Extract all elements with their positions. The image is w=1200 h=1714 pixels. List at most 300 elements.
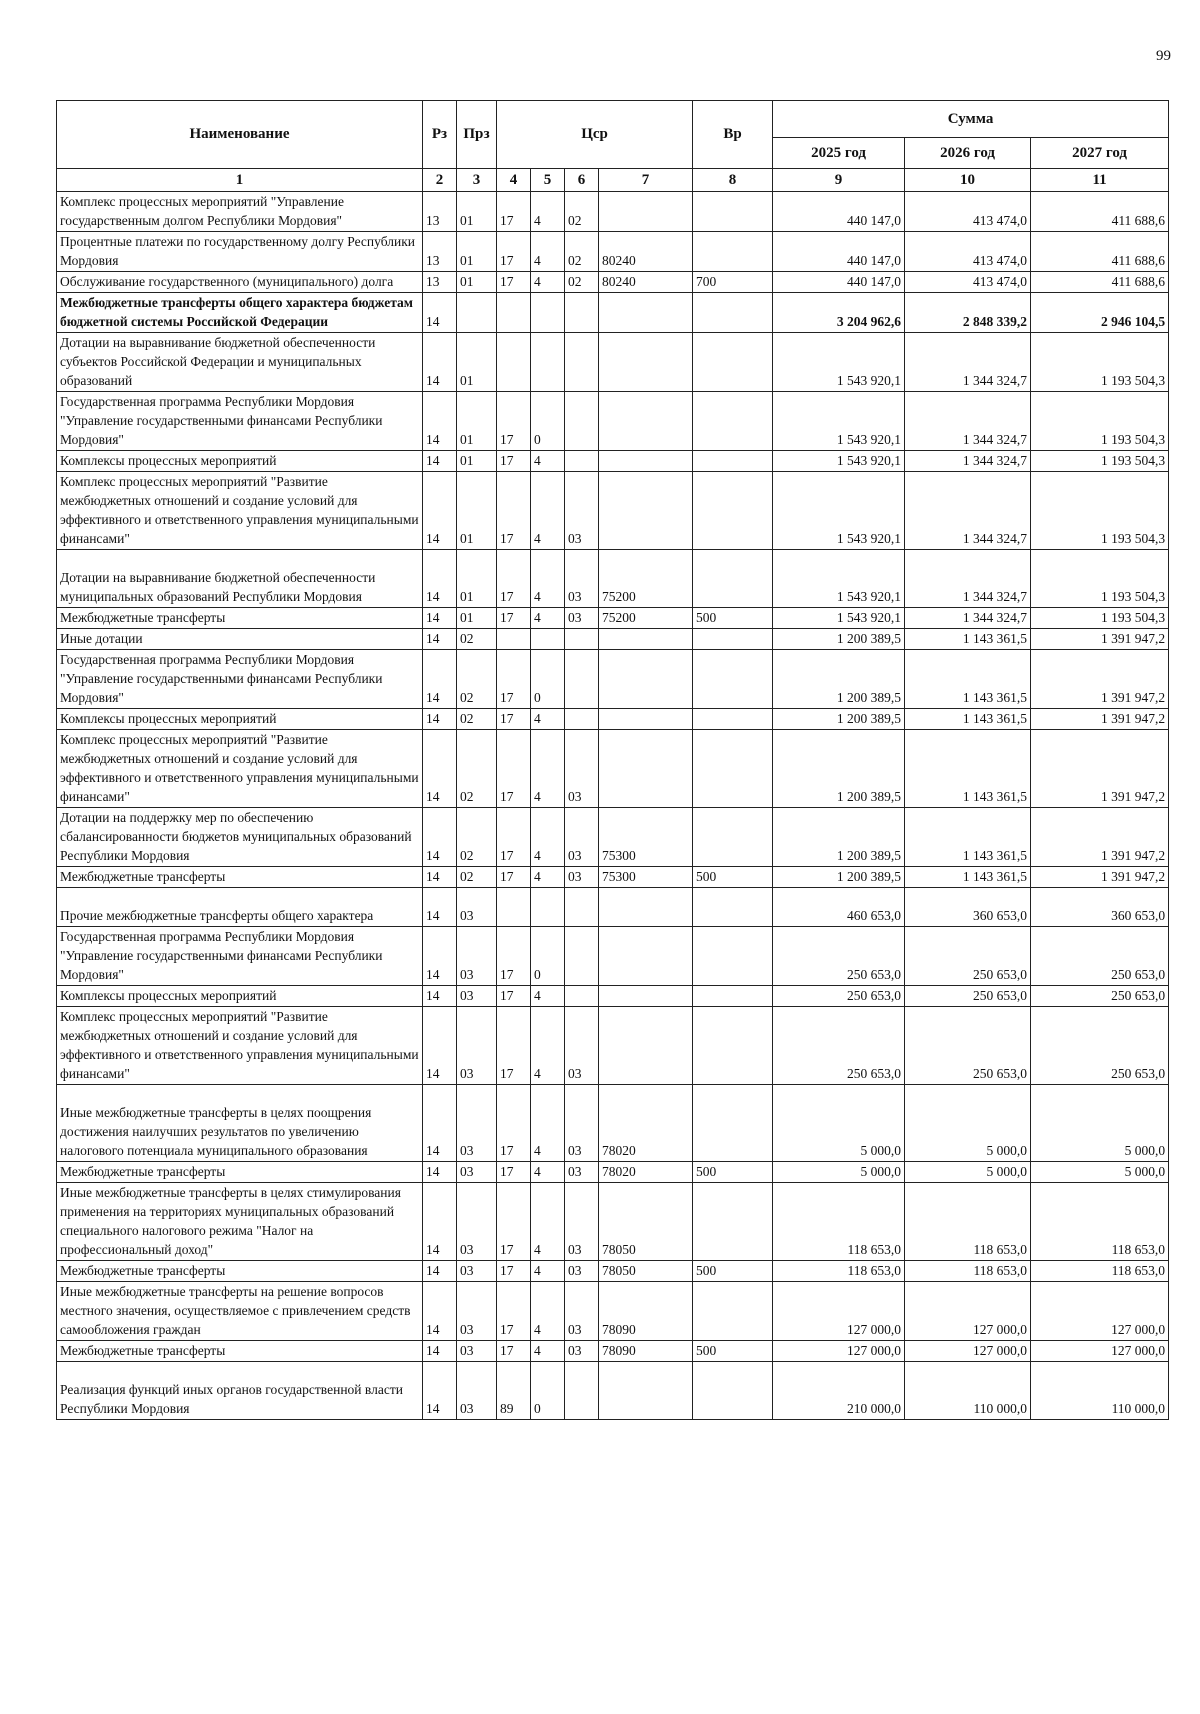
row-sum-2026: 1 344 324,7 [905, 550, 1031, 608]
row-vr [693, 392, 773, 451]
table-row [57, 629, 1169, 650]
row-name: Обслуживание государственного (муниципального) долга [57, 272, 423, 293]
row-csr-program: 17 [497, 1007, 531, 1085]
row-prz: 03 [457, 927, 497, 986]
row-csr-type: 4 [531, 709, 565, 730]
row-csr-program: 17 [497, 451, 531, 472]
column-number: 9 [773, 169, 905, 192]
row-sum-2025: 1 200 389,5 [773, 709, 905, 730]
row-vr [693, 730, 773, 808]
row-csr-type [531, 629, 565, 650]
header-year-2025: 2025 год [773, 138, 905, 169]
row-csr-direction: 78050 [599, 1261, 693, 1282]
row-vr [693, 709, 773, 730]
row-rz: 14 [423, 1162, 457, 1183]
row-vr [693, 472, 773, 550]
row-vr: 500 [693, 867, 773, 888]
row-sum-2026: 1 143 361,5 [905, 629, 1031, 650]
header-name: Наименование [57, 101, 423, 169]
row-csr-complex: 03 [565, 1261, 599, 1282]
row-csr-type: 4 [531, 808, 565, 867]
row-csr-type: 0 [531, 1362, 565, 1420]
row-sum-2027: 118 653,0 [1031, 1261, 1169, 1282]
row-csr-complex [565, 333, 599, 392]
row-csr-program: 17 [497, 1282, 531, 1341]
table-row [57, 1183, 1169, 1261]
row-csr-complex: 02 [565, 192, 599, 232]
row-sum-2026: 1 143 361,5 [905, 709, 1031, 730]
row-sum-2026: 1 344 324,7 [905, 392, 1031, 451]
row-sum-2026: 1 143 361,5 [905, 867, 1031, 888]
row-vr [693, 192, 773, 232]
header-row [57, 101, 1169, 138]
row-csr-complex [565, 1362, 599, 1420]
row-prz: 02 [457, 709, 497, 730]
column-number: 3 [457, 169, 497, 192]
row-sum-2025: 1 543 920,1 [773, 608, 905, 629]
row-name: Иные межбюджетные трансферты на решение вопросов местного значения, осуществляемое с привлечением средств самообложения граждан [57, 1282, 423, 1341]
row-csr-direction [599, 709, 693, 730]
row-name: Иные межбюджетные трансферты в целях поощрения достижения наилучших результатов по увеличению налогового потенциала муниципального образования [57, 1085, 423, 1162]
row-name: Комплекс процессных мероприятий "Развитие межбюджетных отношений и создание условий для эффективного и ответственного управления муниципальными финансами" [57, 730, 423, 808]
row-name: Государственная программа Республики Мордовия "Управление государственными финансами Республики Мордовия" [57, 927, 423, 986]
row-sum-2026: 118 653,0 [905, 1261, 1031, 1282]
row-prz: 02 [457, 650, 497, 709]
row-sum-2027: 5 000,0 [1031, 1162, 1169, 1183]
row-csr-complex: 02 [565, 232, 599, 272]
row-vr [693, 927, 773, 986]
row-csr-program: 17 [497, 1085, 531, 1162]
row-vr [693, 293, 773, 333]
row-sum-2025: 460 653,0 [773, 888, 905, 927]
column-number: 8 [693, 169, 773, 192]
row-csr-direction: 78050 [599, 1183, 693, 1261]
row-sum-2027: 127 000,0 [1031, 1341, 1169, 1362]
row-vr [693, 629, 773, 650]
row-name: Дотации на выравнивание бюджетной обеспеченности муниципальных образований Республики Мордовия [57, 550, 423, 608]
row-rz: 14 [423, 650, 457, 709]
row-vr [693, 451, 773, 472]
row-rz: 13 [423, 232, 457, 272]
row-name: Межбюджетные трансферты общего характера бюджетам бюджетной системы Российской Федерации [57, 293, 423, 333]
row-name: Комплекс процессных мероприятий "Развитие межбюджетных отношений и создание условий для эффективного и ответственного управления муниципальными финансами" [57, 472, 423, 550]
row-csr-program: 17 [497, 392, 531, 451]
column-number: 10 [905, 169, 1031, 192]
row-csr-complex [565, 392, 599, 451]
row-csr-complex: 02 [565, 272, 599, 293]
row-csr-type [531, 888, 565, 927]
row-prz: 01 [457, 608, 497, 629]
row-sum-2026: 1 143 361,5 [905, 730, 1031, 808]
row-rz: 14 [423, 1362, 457, 1420]
row-sum-2026: 250 653,0 [905, 927, 1031, 986]
row-prz: 01 [457, 192, 497, 232]
row-name: Комплексы процессных мероприятий [57, 986, 423, 1007]
row-vr [693, 550, 773, 608]
row-csr-program: 17 [497, 1183, 531, 1261]
table-row [57, 392, 1169, 451]
row-csr-direction [599, 293, 693, 333]
column-number: 4 [497, 169, 531, 192]
row-vr [693, 1007, 773, 1085]
table-row [57, 472, 1169, 550]
row-csr-complex: 03 [565, 472, 599, 550]
row-csr-direction [599, 472, 693, 550]
row-sum-2027: 5 000,0 [1031, 1085, 1169, 1162]
row-csr-direction [599, 629, 693, 650]
row-vr [693, 986, 773, 1007]
row-csr-complex [565, 650, 599, 709]
table-row [57, 1261, 1169, 1282]
row-rz: 14 [423, 392, 457, 451]
row-sum-2026: 5 000,0 [905, 1162, 1031, 1183]
row-prz: 02 [457, 808, 497, 867]
row-sum-2025: 127 000,0 [773, 1341, 905, 1362]
row-name: Межбюджетные трансферты [57, 608, 423, 629]
row-rz: 14 [423, 730, 457, 808]
row-sum-2026: 110 000,0 [905, 1362, 1031, 1420]
row-sum-2025: 250 653,0 [773, 986, 905, 1007]
row-prz: 03 [457, 1183, 497, 1261]
row-vr: 700 [693, 272, 773, 293]
row-vr [693, 888, 773, 927]
row-sum-2025: 1 543 920,1 [773, 451, 905, 472]
row-sum-2027: 1 391 947,2 [1031, 867, 1169, 888]
row-vr [693, 333, 773, 392]
row-rz: 14 [423, 472, 457, 550]
budget-table [56, 100, 1169, 1420]
row-csr-type: 4 [531, 1007, 565, 1085]
row-rz: 14 [423, 333, 457, 392]
row-sum-2026: 1 143 361,5 [905, 650, 1031, 709]
row-sum-2026: 1 344 324,7 [905, 451, 1031, 472]
row-prz: 01 [457, 550, 497, 608]
row-sum-2027: 118 653,0 [1031, 1183, 1169, 1261]
row-rz: 14 [423, 451, 457, 472]
table-body [57, 192, 1169, 1420]
row-csr-complex: 03 [565, 608, 599, 629]
row-sum-2027: 411 688,6 [1031, 232, 1169, 272]
row-vr: 500 [693, 1261, 773, 1282]
row-csr-type: 4 [531, 608, 565, 629]
row-csr-type: 4 [531, 472, 565, 550]
row-csr-type: 4 [531, 232, 565, 272]
row-sum-2025: 1 543 920,1 [773, 333, 905, 392]
row-prz: 03 [457, 986, 497, 1007]
row-rz: 14 [423, 888, 457, 927]
row-name: Государственная программа Республики Мордовия "Управление государственными финансами Республики Мордовия" [57, 392, 423, 451]
row-sum-2025: 1 543 920,1 [773, 550, 905, 608]
row-vr: 500 [693, 1162, 773, 1183]
row-prz: 03 [457, 1341, 497, 1362]
row-sum-2026: 413 474,0 [905, 272, 1031, 293]
row-sum-2026: 413 474,0 [905, 192, 1031, 232]
row-csr-direction: 75200 [599, 550, 693, 608]
row-csr-program: 89 [497, 1362, 531, 1420]
row-csr-complex: 03 [565, 1085, 599, 1162]
row-sum-2025: 1 200 389,5 [773, 629, 905, 650]
row-sum-2027: 1 391 947,2 [1031, 808, 1169, 867]
row-rz: 14 [423, 867, 457, 888]
row-csr-complex [565, 629, 599, 650]
row-csr-type: 0 [531, 392, 565, 451]
row-csr-program: 17 [497, 867, 531, 888]
row-csr-program [497, 333, 531, 392]
row-csr-type: 4 [531, 451, 565, 472]
row-sum-2025: 210 000,0 [773, 1362, 905, 1420]
row-csr-complex: 03 [565, 1007, 599, 1085]
row-sum-2025: 440 147,0 [773, 192, 905, 232]
row-vr [693, 808, 773, 867]
table-row [57, 1282, 1169, 1341]
row-name: Дотации на поддержку мер по обеспечению сбалансированности бюджетов муниципальных образований Республики Мордовия [57, 808, 423, 867]
row-sum-2025: 118 653,0 [773, 1183, 905, 1261]
page-number: 99 [1156, 48, 1171, 64]
row-prz: 01 [457, 333, 497, 392]
row-vr [693, 232, 773, 272]
row-sum-2026: 360 653,0 [905, 888, 1031, 927]
table-row [57, 927, 1169, 986]
table-row [57, 1007, 1169, 1085]
row-rz: 14 [423, 927, 457, 986]
row-name: Комплексы процессных мероприятий [57, 709, 423, 730]
table-row [57, 1362, 1169, 1420]
header-year-2026: 2026 год [905, 138, 1031, 169]
table-row [57, 730, 1169, 808]
row-csr-type: 4 [531, 192, 565, 232]
row-rz: 14 [423, 1183, 457, 1261]
row-csr-direction [599, 888, 693, 927]
row-sum-2027: 411 688,6 [1031, 272, 1169, 293]
row-prz: 01 [457, 232, 497, 272]
row-name: Процентные платежи по государственному долгу Республики Мордовия [57, 232, 423, 272]
row-name: Межбюджетные трансферты [57, 1341, 423, 1362]
row-csr-direction: 78090 [599, 1341, 693, 1362]
row-prz: 03 [457, 1162, 497, 1183]
row-name: Прочие межбюджетные трансферты общего характера [57, 888, 423, 927]
row-csr-direction [599, 392, 693, 451]
row-sum-2027: 1 391 947,2 [1031, 730, 1169, 808]
row-prz: 01 [457, 451, 497, 472]
row-sum-2025: 5 000,0 [773, 1162, 905, 1183]
row-csr-complex: 03 [565, 1183, 599, 1261]
row-csr-direction: 78020 [599, 1162, 693, 1183]
row-sum-2025: 1 200 389,5 [773, 808, 905, 867]
row-csr-program: 17 [497, 472, 531, 550]
row-csr-program: 17 [497, 1162, 531, 1183]
row-csr-program: 17 [497, 730, 531, 808]
row-csr-type: 4 [531, 986, 565, 1007]
header-rz: Рз [423, 101, 457, 169]
table-row [57, 650, 1169, 709]
row-csr-complex: 03 [565, 1162, 599, 1183]
table-row [57, 986, 1169, 1007]
row-csr-program: 17 [497, 232, 531, 272]
row-rz: 14 [423, 1261, 457, 1282]
row-csr-direction [599, 1007, 693, 1085]
table-row [57, 192, 1169, 232]
row-name: Иные межбюджетные трансферты в целях стимулирования применения на территориях муниципальных образований специального налогового режима "Налог на профессиональный доход" [57, 1183, 423, 1261]
table-row [57, 232, 1169, 272]
row-sum-2025: 250 653,0 [773, 927, 905, 986]
row-csr-complex [565, 986, 599, 1007]
row-csr-complex: 03 [565, 1341, 599, 1362]
row-vr [693, 1282, 773, 1341]
row-sum-2027: 360 653,0 [1031, 888, 1169, 927]
row-prz: 02 [457, 730, 497, 808]
row-csr-direction: 75300 [599, 808, 693, 867]
row-csr-complex [565, 451, 599, 472]
row-sum-2025: 3 204 962,6 [773, 293, 905, 333]
row-csr-complex [565, 888, 599, 927]
row-name: Комплексы процессных мероприятий [57, 451, 423, 472]
row-rz: 14 [423, 1282, 457, 1341]
row-csr-complex [565, 293, 599, 333]
row-vr [693, 1183, 773, 1261]
row-prz: 01 [457, 472, 497, 550]
row-sum-2025: 1 543 920,1 [773, 392, 905, 451]
column-number: 2 [423, 169, 457, 192]
row-sum-2026: 250 653,0 [905, 986, 1031, 1007]
row-prz: 02 [457, 867, 497, 888]
table-row [57, 888, 1169, 927]
row-rz: 14 [423, 293, 457, 333]
row-name: Комплекс процессных мероприятий "Управление государственным долгом Республики Мордовия" [57, 192, 423, 232]
row-csr-direction [599, 927, 693, 986]
row-rz: 13 [423, 272, 457, 293]
row-csr-program: 17 [497, 272, 531, 293]
row-sum-2027: 1 391 947,2 [1031, 650, 1169, 709]
row-sum-2025: 127 000,0 [773, 1282, 905, 1341]
header-year-2027: 2027 год [1031, 138, 1169, 169]
row-csr-complex: 03 [565, 808, 599, 867]
row-vr: 500 [693, 1341, 773, 1362]
row-name: Дотации на выравнивание бюджетной обеспеченности субъектов Российской Федерации и муниципальных образований [57, 333, 423, 392]
row-sum-2026: 250 653,0 [905, 1007, 1031, 1085]
row-sum-2026: 413 474,0 [905, 232, 1031, 272]
row-sum-2027: 1 193 504,3 [1031, 333, 1169, 392]
row-csr-complex [565, 927, 599, 986]
row-csr-type: 4 [531, 550, 565, 608]
column-number-row [57, 169, 1169, 192]
row-csr-program: 17 [497, 1261, 531, 1282]
row-rz: 14 [423, 1341, 457, 1362]
table-row [57, 808, 1169, 867]
row-csr-direction: 80240 [599, 272, 693, 293]
row-sum-2026: 2 848 339,2 [905, 293, 1031, 333]
row-name: Межбюджетные трансферты [57, 1162, 423, 1183]
row-rz: 14 [423, 550, 457, 608]
row-vr: 500 [693, 608, 773, 629]
table-row [57, 867, 1169, 888]
row-csr-complex: 03 [565, 867, 599, 888]
row-csr-program: 17 [497, 650, 531, 709]
row-name: Реализация функций иных органов государственной власти Республики Мордовия [57, 1362, 423, 1420]
row-csr-program: 17 [497, 1341, 531, 1362]
column-number: 11 [1031, 169, 1169, 192]
row-name: Межбюджетные трансферты [57, 867, 423, 888]
row-sum-2027: 250 653,0 [1031, 927, 1169, 986]
table-row [57, 709, 1169, 730]
row-prz: 02 [457, 629, 497, 650]
row-sum-2027: 1 391 947,2 [1031, 629, 1169, 650]
row-csr-direction [599, 650, 693, 709]
row-sum-2025: 1 200 389,5 [773, 650, 905, 709]
row-sum-2026: 127 000,0 [905, 1341, 1031, 1362]
row-prz: 03 [457, 1007, 497, 1085]
row-sum-2026: 1 344 324,7 [905, 333, 1031, 392]
row-name: Межбюджетные трансферты [57, 1261, 423, 1282]
row-csr-complex: 03 [565, 1282, 599, 1341]
row-sum-2025: 440 147,0 [773, 232, 905, 272]
row-rz: 14 [423, 1007, 457, 1085]
row-name: Государственная программа Республики Мордовия "Управление государственными финансами Республики Мордовия" [57, 650, 423, 709]
row-sum-2027: 250 653,0 [1031, 986, 1169, 1007]
row-prz: 03 [457, 1362, 497, 1420]
row-csr-direction [599, 986, 693, 1007]
row-vr [693, 650, 773, 709]
table-row [57, 451, 1169, 472]
header-prz: Прз [457, 101, 497, 169]
row-sum-2027: 1 193 504,3 [1031, 472, 1169, 550]
row-sum-2027: 411 688,6 [1031, 192, 1169, 232]
row-sum-2027: 250 653,0 [1031, 1007, 1169, 1085]
row-rz: 14 [423, 808, 457, 867]
row-sum-2027: 2 946 104,5 [1031, 293, 1169, 333]
table-row [57, 272, 1169, 293]
table-row [57, 1085, 1169, 1162]
row-prz: 03 [457, 1085, 497, 1162]
table-row [57, 293, 1169, 333]
row-csr-program: 17 [497, 709, 531, 730]
header-csr: Цср [497, 101, 693, 169]
row-sum-2025: 250 653,0 [773, 1007, 905, 1085]
row-csr-type [531, 333, 565, 392]
row-csr-direction [599, 192, 693, 232]
row-prz: 03 [457, 1282, 497, 1341]
row-sum-2026: 1 344 324,7 [905, 608, 1031, 629]
row-prz: 01 [457, 272, 497, 293]
column-number: 7 [599, 169, 693, 192]
header-sum: Сумма [773, 101, 1169, 138]
row-sum-2026: 127 000,0 [905, 1282, 1031, 1341]
row-sum-2025: 1 543 920,1 [773, 472, 905, 550]
row-prz: 03 [457, 1261, 497, 1282]
row-csr-direction [599, 451, 693, 472]
row-csr-direction: 78090 [599, 1282, 693, 1341]
row-csr-program: 17 [497, 550, 531, 608]
row-csr-direction: 80240 [599, 232, 693, 272]
row-rz: 14 [423, 1085, 457, 1162]
table-row [57, 608, 1169, 629]
column-number: 5 [531, 169, 565, 192]
row-rz: 14 [423, 709, 457, 730]
row-csr-program [497, 293, 531, 333]
column-number: 6 [565, 169, 599, 192]
row-sum-2025: 118 653,0 [773, 1261, 905, 1282]
row-csr-complex: 03 [565, 730, 599, 808]
row-csr-type: 4 [531, 1162, 565, 1183]
row-sum-2025: 1 200 389,5 [773, 867, 905, 888]
row-sum-2027: 1 193 504,3 [1031, 550, 1169, 608]
row-csr-program: 17 [497, 927, 531, 986]
row-csr-type: 4 [531, 1085, 565, 1162]
row-csr-complex: 03 [565, 550, 599, 608]
row-sum-2026: 118 653,0 [905, 1183, 1031, 1261]
row-sum-2027: 127 000,0 [1031, 1282, 1169, 1341]
row-sum-2025: 440 147,0 [773, 272, 905, 293]
table-row [57, 1341, 1169, 1362]
